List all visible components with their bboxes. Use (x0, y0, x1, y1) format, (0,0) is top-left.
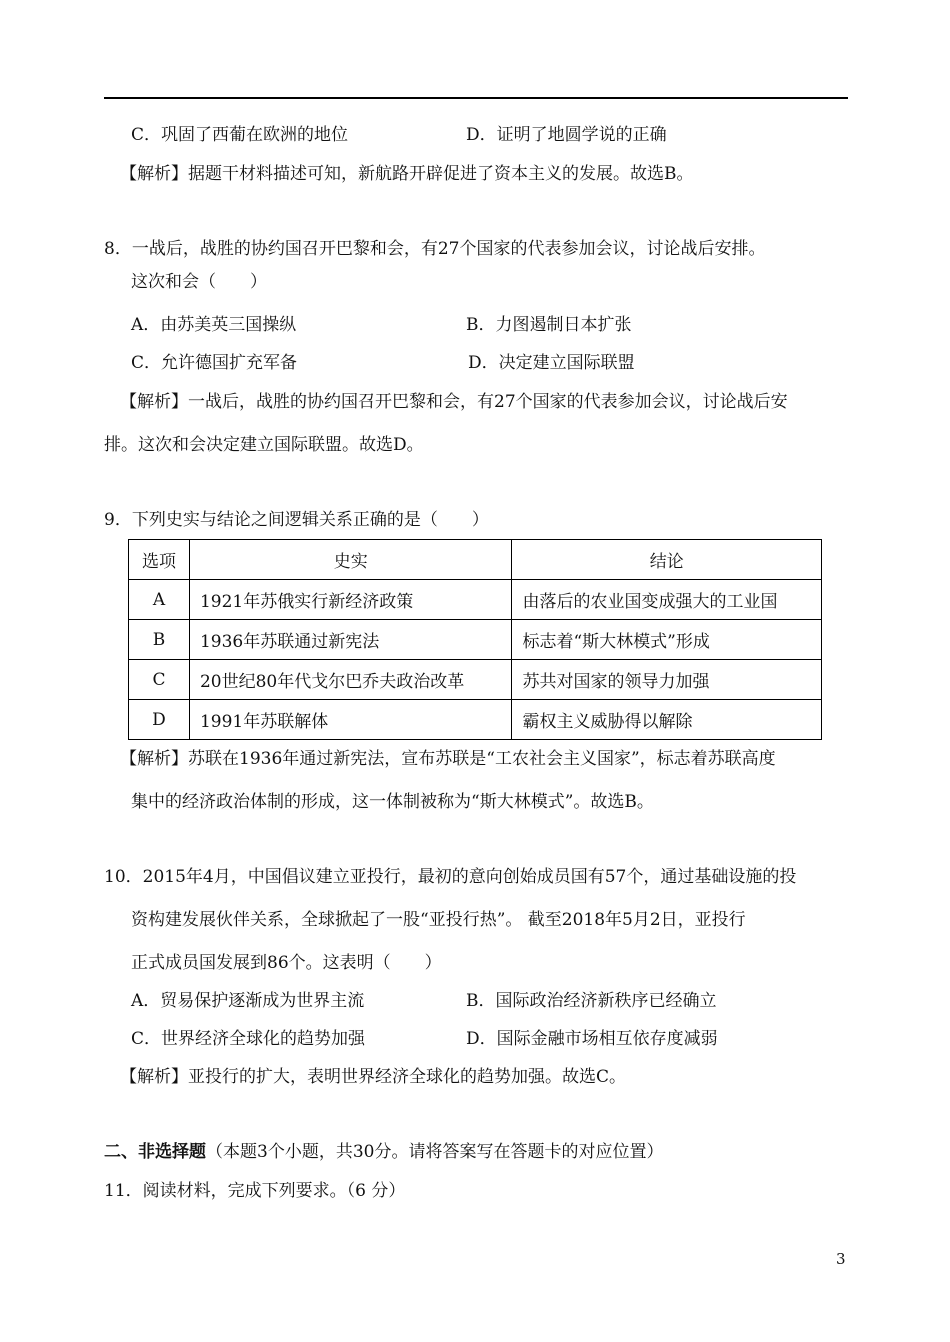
q8-stem-line2: 这次和会（ ） (131, 272, 267, 292)
q8-option-b: B．力图遏制日本扩张 (466, 315, 632, 335)
q10-option-b: B．国际政治经济新秩序已经确立 (466, 991, 717, 1011)
q8-option-c: C．允许德国扩充军备 (131, 353, 298, 373)
q9-analysis-line2: 集中的经济政治体制的形成，这一体制被称为“斯大林模式”。故选B。 (131, 792, 654, 812)
section2-title (104, 1137, 663, 1162)
q8-stem-line1: 8．一战后，战胜的协约国召开巴黎和会，有27个国家的代表参加会议，讨论战后安排。 (104, 239, 766, 259)
q10-stem-line2: 资构建发展伙伴关系，全球掀起了一股“亚投行热”。 截至2018年5月2日，亚投行 (131, 910, 746, 930)
table-row (129, 620, 822, 660)
page-number: 3 (836, 1250, 846, 1268)
q9-header-conclusion: 结论 (512, 540, 822, 580)
q11-stem: 11．阅读材料，完成下列要求。（6 分） (104, 1181, 406, 1201)
q9-row-conclusion: 霸权主义威胁得以解除 (512, 700, 822, 740)
q10-stem-line1: 10．2015年4月，中国倡议建立亚投行，最初的意向创始成员国有57个，通过基础设施的投 (104, 867, 797, 887)
section2-note: （本题3个小题，共30分。请将答案写在答题卡的对应位置） (206, 1142, 664, 1162)
q8-option-d: D．决定建立国际联盟 (468, 353, 635, 373)
q9-row-fact: 20世纪80年代戈尔巴乔夫政治改革 (189, 660, 512, 700)
q9-row-conclusion: 苏共对国家的领导力加强 (512, 660, 822, 700)
q9-header-option: 选项 (129, 540, 190, 580)
table-row (129, 660, 822, 700)
q8-analysis-line2: 排。这次和会决定建立国际联盟。故选D。 (104, 435, 424, 455)
table-row (129, 700, 822, 740)
q9-row-option: B (129, 620, 190, 660)
q10-option-a: A．贸易保护逐渐成为世界主流 (131, 991, 365, 1011)
q9-row-conclusion: 由落后的农业国变成强大的工业国 (512, 580, 822, 620)
q10-analysis: 【解析】亚投行的扩大，表明世界经济全球化的趋势加强。故选C。 (120, 1067, 627, 1087)
q9-row-option: C (129, 660, 190, 700)
q8-option-a: A．由苏美英三国操纵 (131, 315, 297, 335)
q10-option-c: C．世界经济全球化的趋势加强 (131, 1029, 366, 1049)
q9-row-option: D (129, 700, 190, 740)
q9-row-fact: 1991年苏联解体 (189, 700, 512, 740)
header-rule (104, 97, 848, 99)
q10-option-d: D．国际金融市场相互依存度减弱 (466, 1029, 718, 1049)
q9-row-option: A (129, 580, 190, 620)
q9-analysis-line1: 【解析】苏联在1936年通过新宪法，宣布苏联是“工农社会主义国家”，标志着苏联高度 (120, 749, 776, 769)
q7-option-c: C．巩固了西葡在欧洲的地位 (131, 125, 349, 145)
q9-header-fact: 史实 (189, 540, 512, 580)
q9-table (128, 539, 822, 740)
q9-row-conclusion: 标志着“斯大林模式”形成 (512, 620, 822, 660)
q9-row-fact: 1921年苏俄实行新经济政策 (189, 580, 512, 620)
q9-row-fact: 1936年苏联通过新宪法 (189, 620, 512, 660)
q9-table-header-row (129, 540, 822, 580)
q8-analysis-line1: 【解析】一战后，战胜的协约国召开巴黎和会，有27个国家的代表参加会议，讨论战后安 (120, 392, 788, 412)
q10-stem-line3: 正式成员国发展到86个。这表明（ ） (131, 953, 442, 973)
q7-option-d: D．证明了地圆学说的正确 (466, 125, 667, 145)
q9-stem: 9．下列史实与结论之间逻辑关系正确的是（ ） (104, 510, 489, 530)
section2-heading: 二、非选择题 (104, 1142, 206, 1162)
table-row (129, 580, 822, 620)
q7-analysis: 【解析】据题干材料描述可知，新航路开辟促进了资本主义的发展。故选B。 (120, 164, 694, 184)
